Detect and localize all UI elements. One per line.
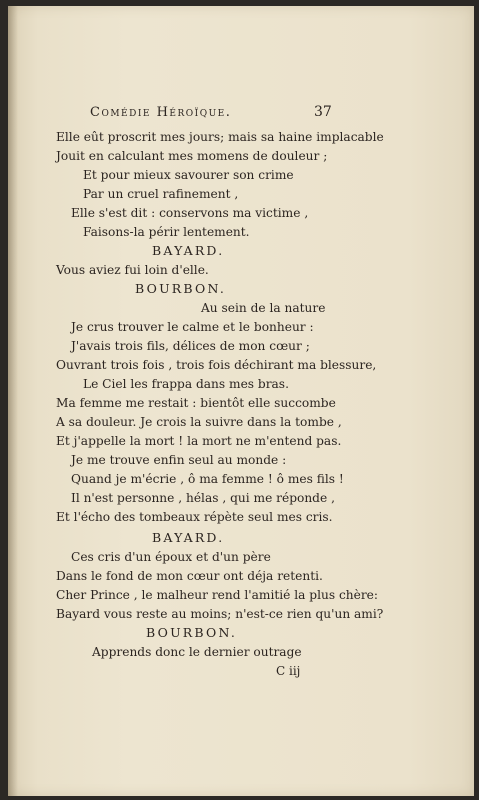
verse-line: Le Ciel les frappa dans mes bras. — [83, 377, 289, 391]
verse-line: Bayard vous reste au moins; n'est-ce rien qu'un ami? — [56, 607, 384, 621]
verse-line: Dans le fond de mon cœur ont déja retenti. — [56, 569, 323, 583]
verse-line: Et pour mieux savourer son crime — [83, 168, 294, 182]
running-header-title: Comédie Héroïque. — [90, 105, 232, 120]
verse-line: Elle s'est dit : conservons ma victime , — [71, 206, 309, 220]
verse-line: Ma femme me restait : bientôt elle succombe — [56, 396, 336, 410]
verse-line: Au sein de la nature — [201, 301, 326, 315]
speaker-name: BOURBON. — [135, 281, 226, 296]
verse-line: Faisons-la périr lentement. — [83, 225, 250, 239]
speaker-name: BOURBON. — [146, 625, 237, 640]
verse-line: A sa douleur. Je crois la suivre dans la tombe , — [56, 415, 342, 429]
verse-line: Cher Prince , le malheur rend l'amitié la plus chère: — [56, 588, 378, 602]
verse-line: Ouvrant trois fois , trois fois déchirant ma blessure, — [56, 358, 377, 372]
verse-line: Je crus trouver le calme et le bonheur : — [71, 320, 314, 334]
verse-line: Il n'est personne , hélas , qui me réponde , — [71, 491, 335, 505]
verse-line: Apprends donc le dernier outrage — [92, 645, 302, 659]
verse-line: Elle eût proscrit mes jours; mais sa haine implacable — [56, 130, 384, 144]
verse-line: Et l'écho des tombeaux répète seul mes cris. — [56, 510, 333, 524]
signature-mark: C iij — [276, 664, 301, 678]
speaker-name: BAYARD. — [152, 530, 225, 545]
verse-line: Vous aviez fui loin d'elle. — [56, 263, 209, 277]
speaker-name: BAYARD. — [152, 243, 225, 258]
verse-line: Et j'appelle la mort ! la mort ne m'entend pas. — [56, 434, 342, 448]
page-number: 37 — [314, 104, 332, 120]
verse-line: J'avais trois fils, délices de mon cœur ; — [71, 339, 310, 353]
verse-line: Jouit en calculant mes momens de douleur ; — [56, 149, 328, 163]
verse-line: Par un cruel rafinement , — [83, 187, 239, 201]
verse-line: Ces cris d'un époux et d'un père — [71, 550, 271, 564]
verse-line: Quand je m'écrie , ô ma femme ! ô mes fils ! — [71, 472, 344, 486]
verse-line: Je me trouve enfin seul au monde : — [71, 453, 287, 467]
